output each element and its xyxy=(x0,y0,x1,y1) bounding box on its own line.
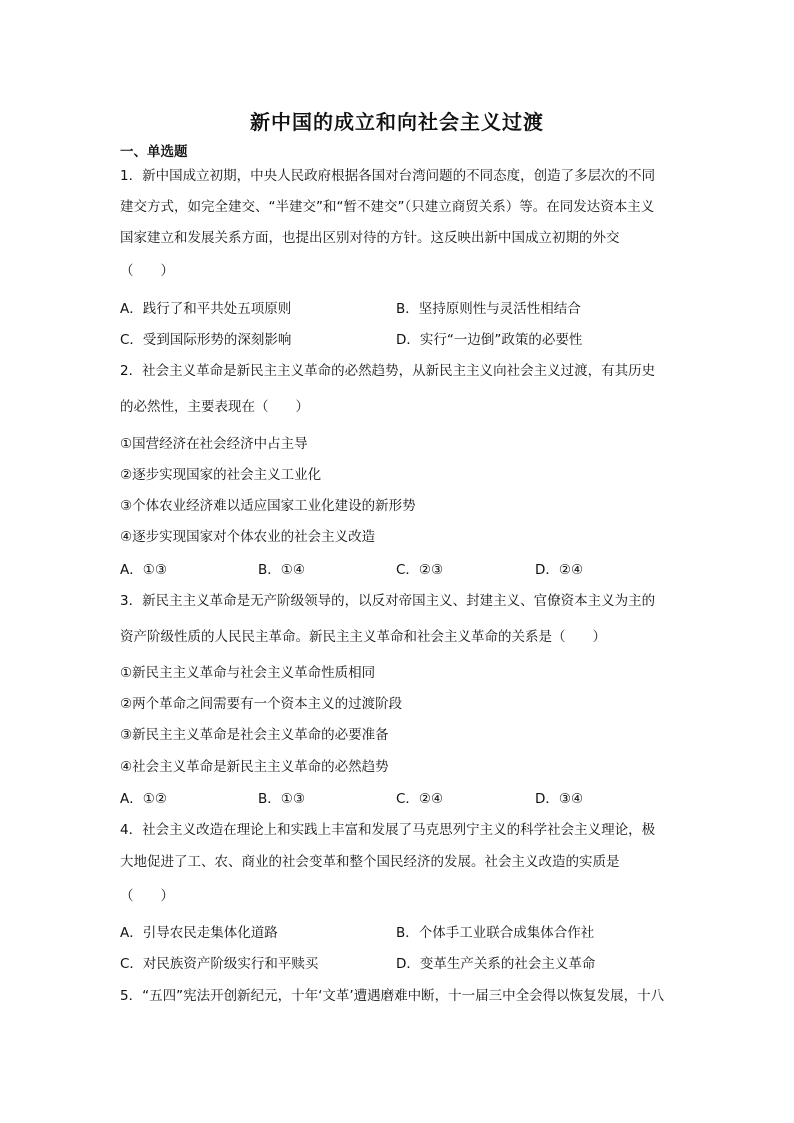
section-heading: 一、单选题 xyxy=(120,144,188,160)
question-3-option-c[interactable]: C．②④ xyxy=(396,791,444,807)
question-1-line-2: 建交方式，如完全建交、“半建交”和“暂不建交”（只建立商贸关系）等。在同发达资本主义 xyxy=(120,199,655,215)
question-2-item-1: ①国营经济在社会经济中占主导 xyxy=(120,436,308,452)
question-2-item-4: ④逐步实现国家对个体农业的社会主义改造 xyxy=(120,529,376,545)
question-4-answer-blank: （ ） xyxy=(120,888,174,904)
question-2-line-1: 2．社会主义革命是新民主主义革命的必然趋势，从新民主主义向社会主义过渡，有其历史 xyxy=(120,363,656,379)
question-2-option-a[interactable]: A．①③ xyxy=(120,562,167,578)
question-1-line-1: 1．新中国成立初期，中央人民政府根据各国对台湾问题的不同态度，创造了多层次的不同 xyxy=(120,168,656,184)
question-4-line-1: 4．社会主义改造在理论上和实践上丰富和发展了马克思列宁主义的科学社会主义理论，极 xyxy=(120,822,656,838)
question-1-option-c[interactable]: C．受到国际形势的深刻影响 xyxy=(120,332,292,348)
question-3-line-2: 资产阶级性质的人民民主革命。新民主主义革命和社会主义革命的关系是（ ） xyxy=(120,629,606,645)
question-1-line-3: 国家建立和发展关系方面，也提出区别对待的方针。这反映出新中国成立初期的外交 xyxy=(120,230,620,246)
question-2-option-b[interactable]: B．①④ xyxy=(258,562,305,578)
question-3-option-b[interactable]: B．①③ xyxy=(258,791,305,807)
question-2-line-2: 的必然性，主要表现在（ ） xyxy=(120,399,309,415)
question-3-item-3: ③新民主主义革命是社会主义革命的必要准备 xyxy=(120,727,389,743)
question-5-line-1: 5．“五四”宪法开创新纪元，十年‘文革’遭遇磨难中断，十一届三中全会得以恢复发展，十八 xyxy=(120,988,665,1004)
question-3-option-a[interactable]: A．①② xyxy=(120,791,167,807)
question-4-line-2: 大地促进了工、农、商业的社会变革和整个国民经济的发展。社会主义改造的实质是 xyxy=(120,854,620,870)
question-3-item-1: ①新民主主义革命与社会主义革命性质相同 xyxy=(120,665,376,681)
question-2-option-d[interactable]: D．②④ xyxy=(535,562,584,578)
question-3-item-4: ④社会主义革命是新民主主义革命的必然趋势 xyxy=(120,759,389,775)
question-4-option-c[interactable]: C．对民族资产阶级实行和平赎买 xyxy=(120,956,319,972)
question-1-answer-blank: （ ） xyxy=(120,263,174,279)
question-1-option-a[interactable]: A．践行了和平共处五项原则 xyxy=(120,301,292,317)
question-3-option-d[interactable]: D．③④ xyxy=(535,791,584,807)
question-4-option-a[interactable]: A．引导农民走集体化道路 xyxy=(120,925,278,941)
question-2-item-3: ③个体农业经济难以适应国家工业化建设的新形势 xyxy=(120,498,416,514)
question-1-option-d[interactable]: D．实行“一边倒”政策的必要性 xyxy=(396,332,583,348)
question-2-item-2: ②逐步实现国家的社会主义工业化 xyxy=(120,467,322,483)
question-4-option-d[interactable]: D．变革生产关系的社会主义革命 xyxy=(396,956,596,972)
question-3-line-1: 3．新民主主义革命是无产阶级领导的，以反对帝国主义、封建主义、官僚资本主义为主的 xyxy=(120,593,656,609)
question-2-option-c[interactable]: C．②③ xyxy=(396,562,444,578)
page-title: 新中国的成立和向社会主义过渡 xyxy=(250,110,544,134)
question-1-option-b[interactable]: B．坚持原则性与灵活性相结合 xyxy=(396,301,581,317)
question-3-item-2: ②两个革命之间需要有一个资本主义的过渡阶段 xyxy=(120,696,403,712)
question-4-option-b[interactable]: B．个体手工业联合成集体合作社 xyxy=(396,925,595,941)
